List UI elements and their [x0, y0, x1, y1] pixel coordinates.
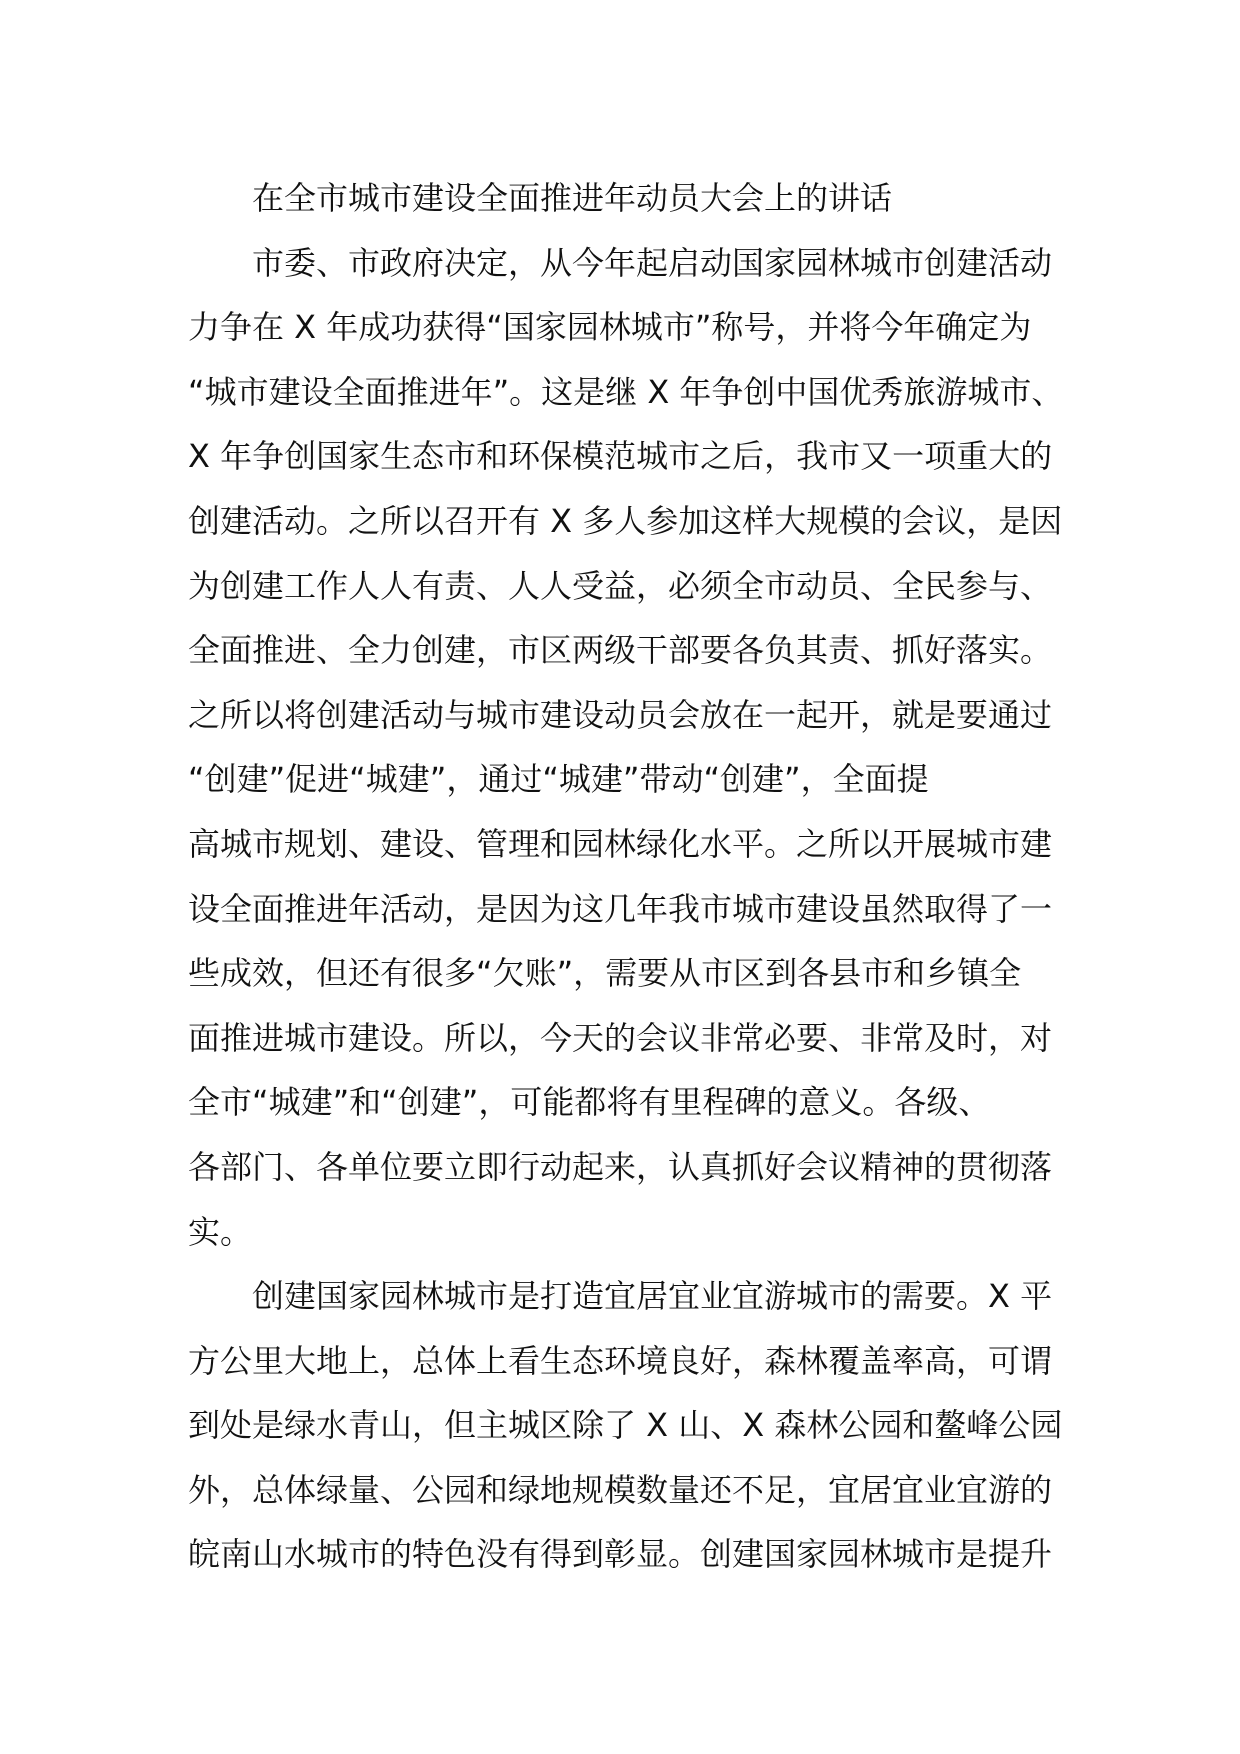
- paragraph-2-line: 外，总体绿量、公园和绿地规模数量还不足，宜居宜业宜游的: [188, 1470, 1053, 1509]
- paragraph-2-line: 到处是绿水青山，但主城区除了 X 山、X 森林公园和鳌峰公园: [188, 1406, 1063, 1445]
- paragraph-2-line: 创建国家园林城市是打造宜居宜业宜游城市的需要。X 平: [252, 1277, 1053, 1316]
- paragraph-2-line: 皖南山水城市的特色没有得到彰显。创建国家园林城市是提升: [188, 1535, 1053, 1574]
- paragraph-1-line: 全面推进、全力创建，市区两级干部要各负其责、抓好落实。: [188, 631, 1053, 670]
- paragraph-1-line: 市委、市政府决定，从今年起启动国家园林城市创建活动: [252, 243, 1053, 282]
- paragraph-1-line: 全市“城建”和“创建”，可能都将有里程碑的意义。各级、: [188, 1083, 991, 1122]
- paragraph-2-line: 方公里大地上，总体上看生态环境良好，森林覆盖率高，可谓: [188, 1341, 1053, 1380]
- paragraph-1: [188, 231, 1068, 1265]
- paragraph-1-line: 之所以将创建活动与城市建设动员会放在一起开，就是要通过: [188, 695, 1053, 734]
- paragraph-1-line: 设全面推进年活动，是因为这几年我市城市建设虽然取得了一: [188, 889, 1053, 928]
- paragraph-1-line: X 年争创国家生态市和环保模范城市之后，我市又一项重大的: [188, 437, 1053, 476]
- paragraph-1-line: 实。: [188, 1212, 253, 1251]
- paragraph-1-line: 些成效，但还有很多“欠账”，需要从市区到各县市和乡镇全: [188, 954, 1022, 993]
- paragraph-1-line: 各部门、各单位要立即行动起来，认真抓好会议精神的贯彻落: [188, 1147, 1053, 1186]
- paragraph-1-line: 力争在 X 年成功获得“国家园林城市”称号，并将今年确定为: [188, 308, 1032, 347]
- paragraph-1-line: “创建”促进“城建”，通过“城建”带动“创建”，全面提: [188, 760, 929, 799]
- paragraph-1-line: 高城市规划、建设、管理和园林绿化水平。之所以开展城市建: [188, 824, 1053, 863]
- paragraph-2: [188, 1264, 1068, 1587]
- paragraph-1-line: 面推进城市建设。所以，今天的会议非常必要、非常及时，对: [188, 1018, 1053, 1057]
- document-title: 在全市城市建设全面推进年动员大会上的讲话: [252, 179, 893, 217]
- paragraph-1-line: 创建活动。之所以召开有 X 多人参加这样大规模的会议，是因: [188, 501, 1063, 540]
- paragraph-1-line: “城市建设全面推进年”。这是继 X 年争创中国优秀旅游城市、: [188, 372, 1064, 411]
- paragraph-1-line: 为创建工作人人有责、人人受益，必须全市动员、全民参与、: [188, 566, 1053, 605]
- document-body: [188, 166, 1068, 1587]
